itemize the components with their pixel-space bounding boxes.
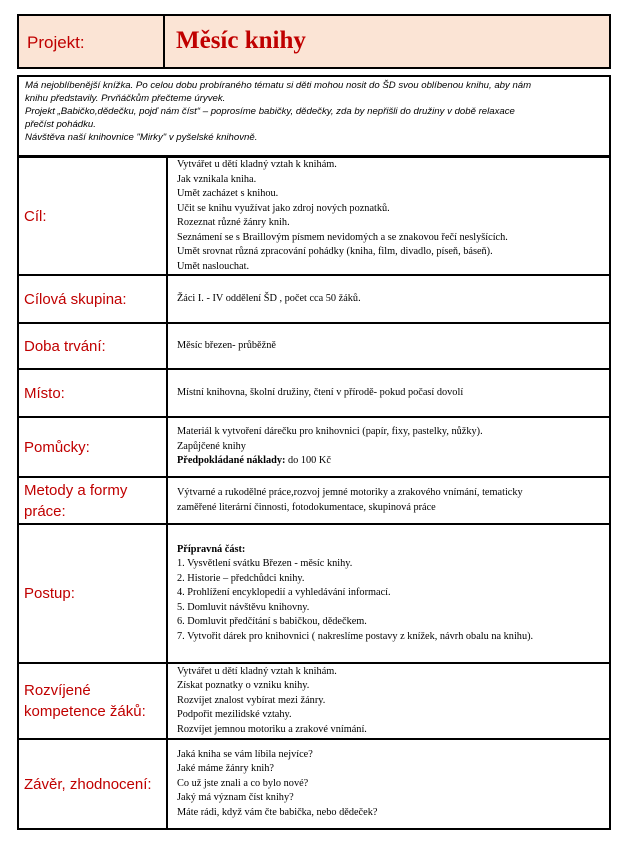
value-line: Umět zacházet s knihou. [177,188,279,199]
value-line: zaměřené literární činnosti, fotodokumentace, skupinová práce [177,501,436,513]
project-header [17,14,611,69]
cost-line [177,454,609,469]
value-line: Jaké máme žánry knih? [177,763,274,775]
row-label: Rozvíjené kompetence žáků: [18,663,167,739]
intro-line: Návštěva naší knihovnice "Mirky" v pyšelské knihovně. [25,132,258,143]
value-line: Zapůjčené knihy [177,440,246,452]
intro-text [17,75,611,157]
project-table [17,156,611,830]
row-tools [18,417,610,477]
project-title: Měsíc knihy [176,27,306,54]
row-label: Místo: [18,369,167,417]
row-label: Metody a formy práce: [18,477,167,524]
row-procedure [18,524,610,663]
row-label: Doba trvání: [18,323,167,369]
value-line: Rozvíjet znalost vybírat mezi žánry. [177,694,326,706]
row-value [167,417,610,477]
value-line: Výtvarné a rukodělné práce,rozvoj jemné motoriky a zrakového vnímání, tematicky [177,487,523,498]
project-label: Projekt: [27,33,85,52]
row-methods [18,477,610,524]
row-label: Závěr, zhodnocení: [18,739,167,829]
intro-line: přečíst pohádku. [25,119,96,130]
value-line: Získat poznatky o vzniku knihy. [177,680,310,692]
value-line: Seznámení se s Braillovým písmem nevidomých a se znakovou řečí neslyšících. [177,231,508,243]
row-goal [18,157,610,275]
row-value [167,477,610,524]
value-line: Učit se knihu využívat jako zdroj nových poznatků. [177,202,390,214]
row-conclusion [18,739,610,829]
header-divider [163,16,165,67]
value-line: Rozeznat různé žánry knih. [177,217,290,228]
procedure-heading: Přípravná část: [177,543,246,555]
value-line: Materiál k vytvoření dárečku pro knihovnici (papír, fixy, pastelky, nůžky). [177,426,483,438]
row-duration [18,323,610,369]
value-line: 4. Prohlížení encyklopedií a vyhledávání informací. [177,587,391,599]
intro-line: knihu představily. Prvňáčkům přečteme úryvek. [25,93,226,104]
value-line: 7. Vytvořit dárek pro knihovnici ( nakreslíme postavy z knížek, návrh obalu na knihu). [177,630,534,642]
value-line: Žáci I. - IV oddělení ŠD , počet cca 50 žáků. [177,292,361,304]
row-value [167,369,610,417]
value-line: 2. Historie – předchůdci knihy. [177,572,305,584]
value-line: Jaká kniha se vám líbila nejvíce? [177,748,313,760]
value-line: 5. Domluvit návštěvu knihovny. [177,601,310,613]
row-value [167,157,610,275]
value-line: Rozvíjet jemnou motoriku a zrakové vnímání. [177,723,367,735]
value-line: 6. Domluvit předčítání s babičkou, dědečkem. [177,616,367,628]
value-line: Měsíc březen- průběžně [177,339,276,351]
row-value [167,739,610,829]
value-line: Jaký má význam číst knihy? [177,792,294,804]
row-value [167,275,610,323]
row-label: Cílová skupina: [18,275,167,323]
row-value [167,524,610,663]
row-label: Pomůcky: [18,417,167,477]
cost-label: Předpokládané náklady: [177,455,286,467]
row-label: Postup: [18,524,167,663]
value-line: Umět srovnat různá zpracování pohádky (kniha, film, divadlo, píseň, báseň). [177,246,493,257]
row-label: Cíl: [18,157,167,275]
value-line: Podpořit mezilidské vztahy. [177,709,292,721]
value-line: 1. Vysvětlení svátku Březen - měsíc knihy. [177,558,353,570]
row-place [18,369,610,417]
row-competences [18,663,610,739]
value-line: Jak vznikala kniha. [177,173,257,185]
cost-value: do 100 Kč [285,455,331,467]
value-line: Co už jste znali a co bylo nové? [177,777,309,789]
value-line: Vytvářet u dětí kladný vztah k knihám. [177,159,337,170]
row-value [167,323,610,369]
value-line: Místní knihovna, školní družiny, čtení v přírodě- pokud počasí dovolí [177,386,464,398]
value-line: Umět naslouchat. [177,260,250,272]
row-value [167,663,610,739]
intro-line: Má nejoblíbenější knížka. Po celou dobu probíraného tématu si děti mohou nosit do ŠD svou oblíbenou knihu, aby nám [25,80,532,91]
intro-line: Projekt „Babičko,dědečku, pojď nám číst“ – poprosíme babičky, dědečky, zda by nepřišli do družiny v době relaxace [25,106,515,117]
value-line: Vytvářet u dětí kladný vztah k knihám. [177,665,337,677]
row-target-group [18,275,610,323]
value-line: Máte rádi, když vám čte babička, nebo dědeček? [177,806,378,818]
